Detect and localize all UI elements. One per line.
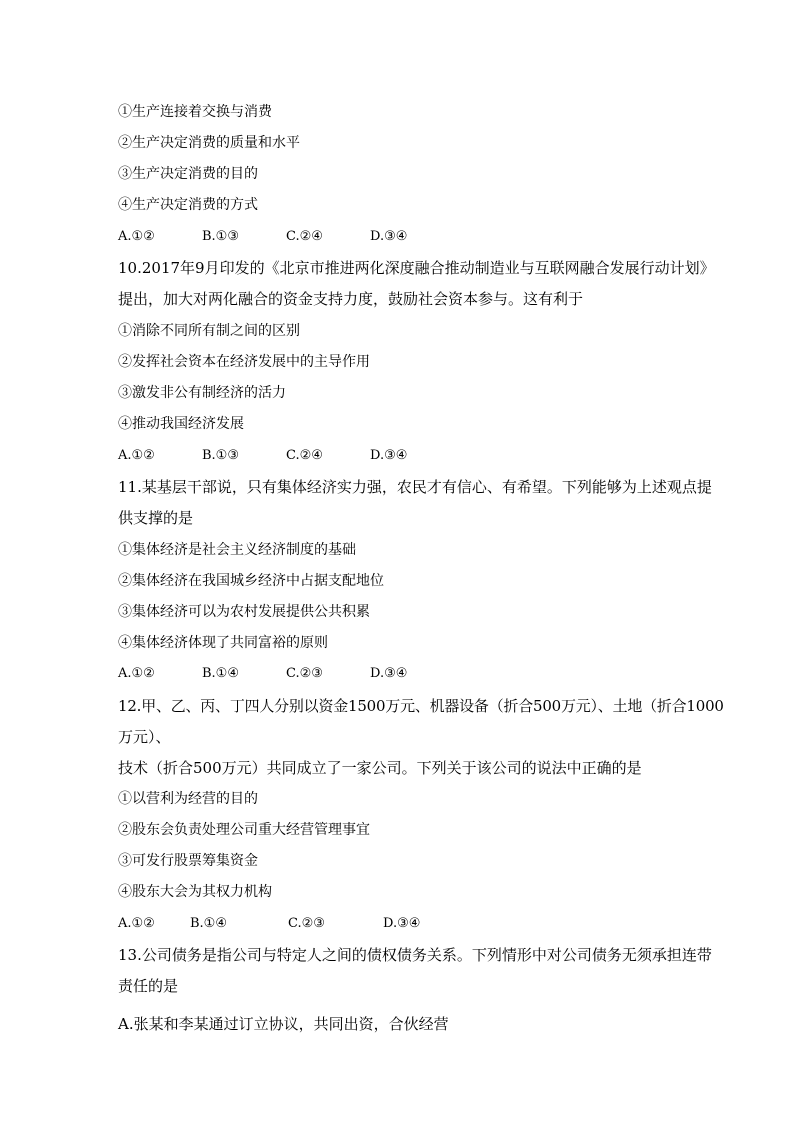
option-d: D.③④ — [370, 229, 408, 244]
question-text: 责任的是 — [118, 977, 179, 995]
option-d: D.③④ — [370, 448, 408, 463]
statement-line: ④集体经济体现了共同富裕的原则 — [118, 635, 328, 651]
statement-line: ③生产决定消费的目的 — [118, 166, 258, 182]
option-a: A.①② — [118, 229, 155, 244]
statement-line: ②集体经济在我国城乡经济中占据支配地位 — [118, 573, 384, 589]
option-c: C.②③ — [288, 916, 325, 931]
statement-line: ①以营利为经营的目的 — [118, 791, 258, 807]
option-b: B.①④ — [202, 666, 239, 681]
question-text: 11.某基层干部说，只有集体经济实力强，农民才有信心、有希望。下列能够为上述观点提 — [118, 478, 712, 496]
statement-line: ③集体经济可以为农村发展提供公共积累 — [118, 604, 370, 620]
statement-line: ④推动我国经济发展 — [118, 416, 244, 432]
statement-line: ④生产决定消费的方式 — [118, 197, 258, 213]
option-a: A.①② — [118, 666, 155, 681]
option-d: D.③④ — [370, 666, 408, 681]
question-text: 10.2017年9月印发的《北京市推进两化深度融合推动制造业与互联网融合发展行动计划》 — [118, 259, 715, 277]
question-text: 13.公司债务是指公司与特定人之间的债权债务关系。下列情形中对公司债务无须承担连带 — [118, 946, 712, 964]
statement-line: ④股东大会为其权力机构 — [118, 884, 272, 900]
statement-line: ③可发行股票筹集资金 — [118, 853, 258, 869]
option-b: B.①③ — [202, 448, 239, 463]
option-b: B.①④ — [190, 916, 227, 931]
statement-line: ②发挥社会资本在经济发展中的主导作用 — [118, 354, 370, 370]
statement-line: ①生产连接着交换与消费 — [118, 104, 272, 120]
option-c: C.②④ — [286, 229, 323, 244]
statement-line: ①集体经济是社会主义经济制度的基础 — [118, 542, 356, 558]
question-text: 提出，加大对两化融合的资金支持力度，鼓励社会资本参与。这有利于 — [118, 290, 584, 308]
question-text: 供支撑的是 — [118, 509, 194, 527]
question-text: 万元）、 — [118, 728, 171, 746]
option-b: B.①③ — [202, 229, 239, 244]
answer-choice: A.张某和李某通过订立协议，共同出资，合伙经营 — [118, 1015, 449, 1033]
option-d: D.③④ — [383, 916, 421, 931]
question-text: 12.甲、乙、丙、丁四人分别以资金1500万元、机器设备（折合500万元）、土地（折合1000 — [118, 697, 724, 715]
statement-line: ②股东会负责处理公司重大经营管理事宜 — [118, 822, 370, 838]
option-c: C.②③ — [286, 666, 323, 681]
statement-line: ②生产决定消费的质量和水平 — [118, 135, 300, 151]
option-c: C.②④ — [286, 448, 323, 463]
option-a: A.①② — [118, 916, 155, 931]
option-a: A.①② — [118, 448, 155, 463]
statement-line: ③激发非公有制经济的活力 — [118, 385, 286, 401]
question-text: 技术（折合500万元）共同成立了一家公司。下列关于该公司的说法中正确的是 — [118, 759, 642, 777]
statement-line: ①消除不同所有制之间的区别 — [118, 323, 300, 339]
